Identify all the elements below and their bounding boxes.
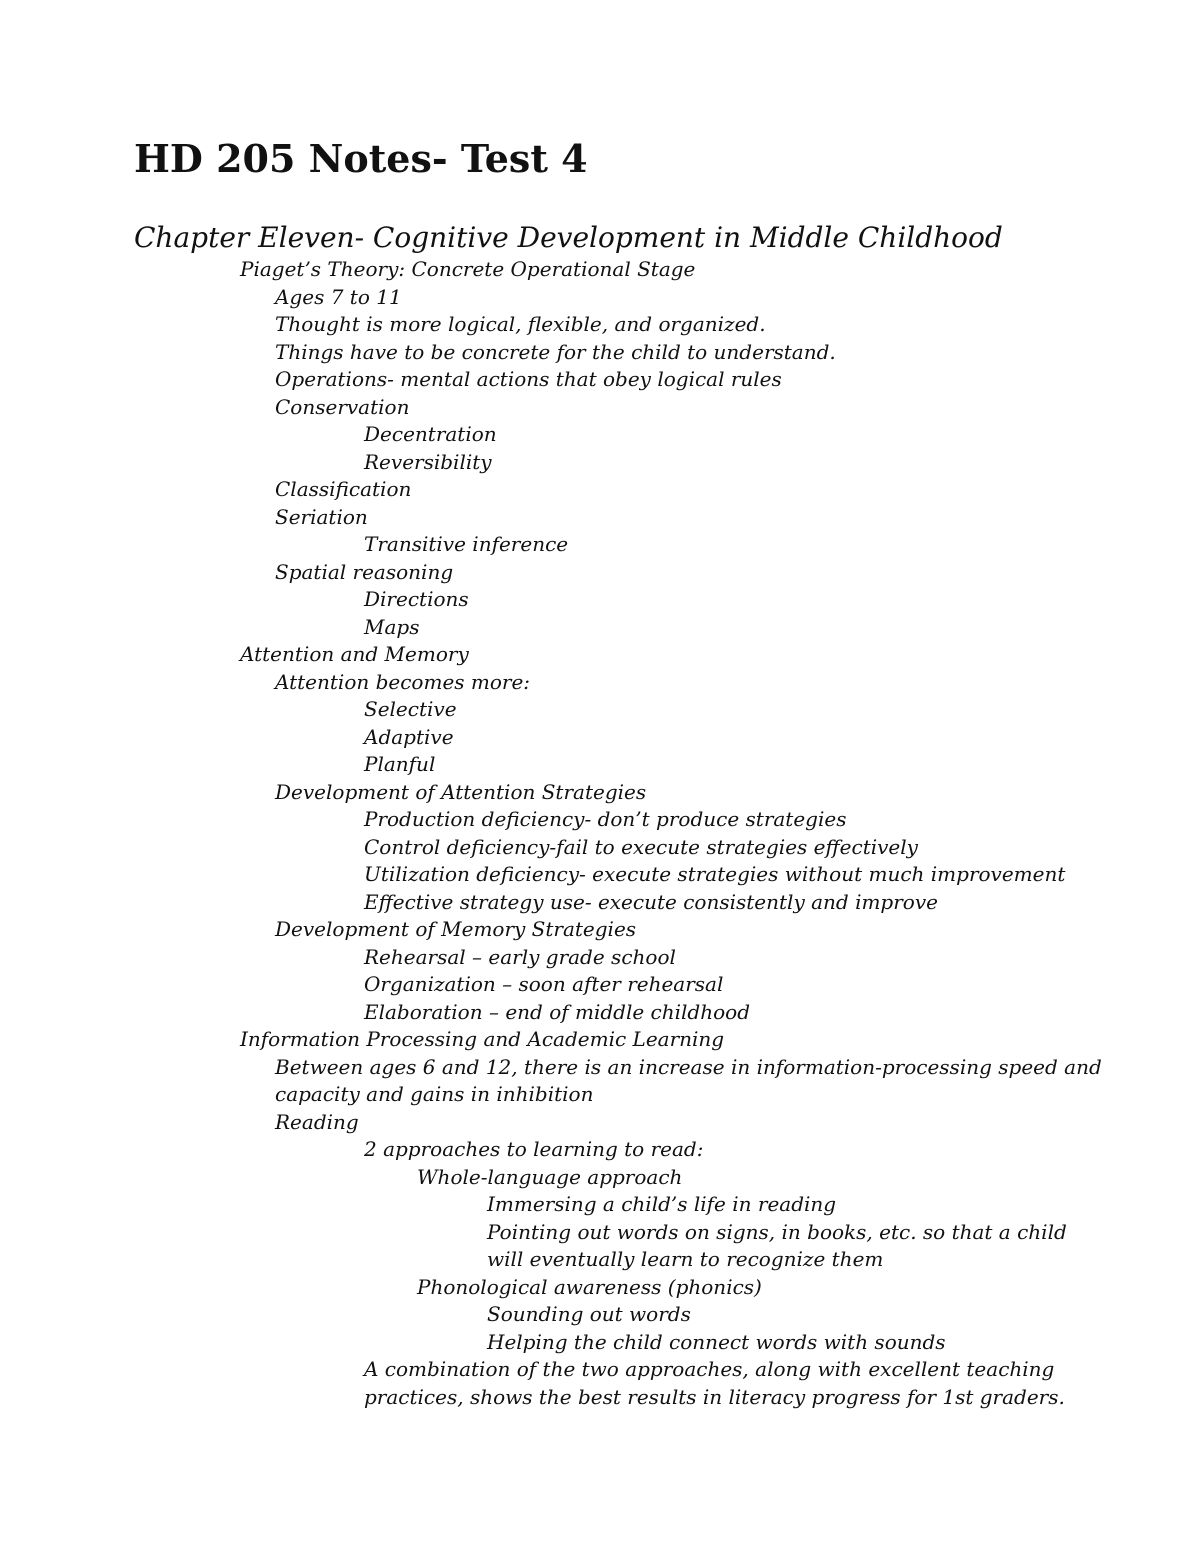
outline-text: Classification — [275, 477, 412, 501]
outline-text: Reversibility — [364, 449, 492, 474]
outline-text: 2 approaches to learning to read: — [364, 1137, 704, 1161]
outline-text: Rehearsal – early grade school — [364, 944, 676, 969]
outline-text: Spatial reasoning — [275, 559, 454, 584]
outline-text: Seriation — [275, 504, 368, 529]
outline-text: Utilization deficiency- execute strategies without much improvement — [364, 862, 1066, 886]
outline-text: Development of Memory Strategies — [275, 917, 637, 941]
outline-text: capacity and gains in inhibition — [275, 1082, 594, 1106]
outline-text: Reading — [275, 1109, 359, 1134]
outline-text: Helping the child connect words with sounds — [487, 1329, 946, 1354]
outline-text: Directions — [364, 587, 469, 611]
outline-text: Control deficiency-fail to execute strategies effectively — [364, 834, 918, 859]
outline-text: Organization – soon after rehearsal — [364, 972, 724, 996]
outline-text: will eventually learn to recognize them — [487, 1247, 884, 1271]
outline-text: Ages 7 to 11 — [275, 284, 402, 309]
outline-text: Effective strategy use- execute consistently and improve — [364, 889, 938, 914]
outline-text: A combination of the two approaches, along with excellent teaching — [364, 1357, 1055, 1381]
outline-text: Development of Attention Strategies — [275, 779, 647, 804]
outline-text: Whole-language approach — [417, 1164, 683, 1189]
outline-text: Information Processing and Academic Learning — [240, 1027, 725, 1051]
outline-text: Attention and Memory — [240, 642, 469, 666]
outline-text: Attention becomes more: — [275, 669, 531, 694]
outline-text: Piaget’s Theory: Concrete Operational Stage — [240, 257, 696, 281]
outline-text: Planful — [364, 752, 436, 776]
outline-text: Decentration — [364, 422, 497, 446]
outline-text: Production deficiency- don’t produce strategies — [364, 807, 847, 831]
outline-text: Adaptive — [364, 724, 454, 749]
outline-text: Immersing a child’s life in reading — [487, 1192, 837, 1216]
outline-text: Sounding out words — [487, 1302, 691, 1326]
outline-text: Maps — [364, 614, 420, 639]
outline-text: Elaboration – end of middle childhood — [364, 999, 750, 1024]
outline-text: Selective — [364, 697, 457, 721]
outline-text: Phonological awareness (phonics) — [417, 1274, 762, 1299]
outline-text: Pointing out words on signs, in books, etc. so that a child — [487, 1219, 1067, 1244]
outline-text: Conservation — [275, 394, 410, 419]
outline-text: Operations- mental actions that obey logical rules — [275, 367, 782, 391]
outline-text: practices, shows the best results in literacy progress for 1st graders. — [364, 1384, 1065, 1409]
outline-text: Between ages 6 and 12, there is an increase in information-processing speed and — [275, 1054, 1102, 1079]
chapter-heading: Chapter Eleven- Cognitive Development in Middle Childhood — [134, 221, 1003, 254]
outline-text: Thought is more logical, flexible, and organized. — [275, 312, 766, 336]
outline-text: Things have to be concrete for the child to understand. — [275, 339, 836, 364]
document-title: HD 205 Notes- Test 4 — [134, 136, 588, 181]
outline-text: Transitive inference — [364, 532, 569, 556]
